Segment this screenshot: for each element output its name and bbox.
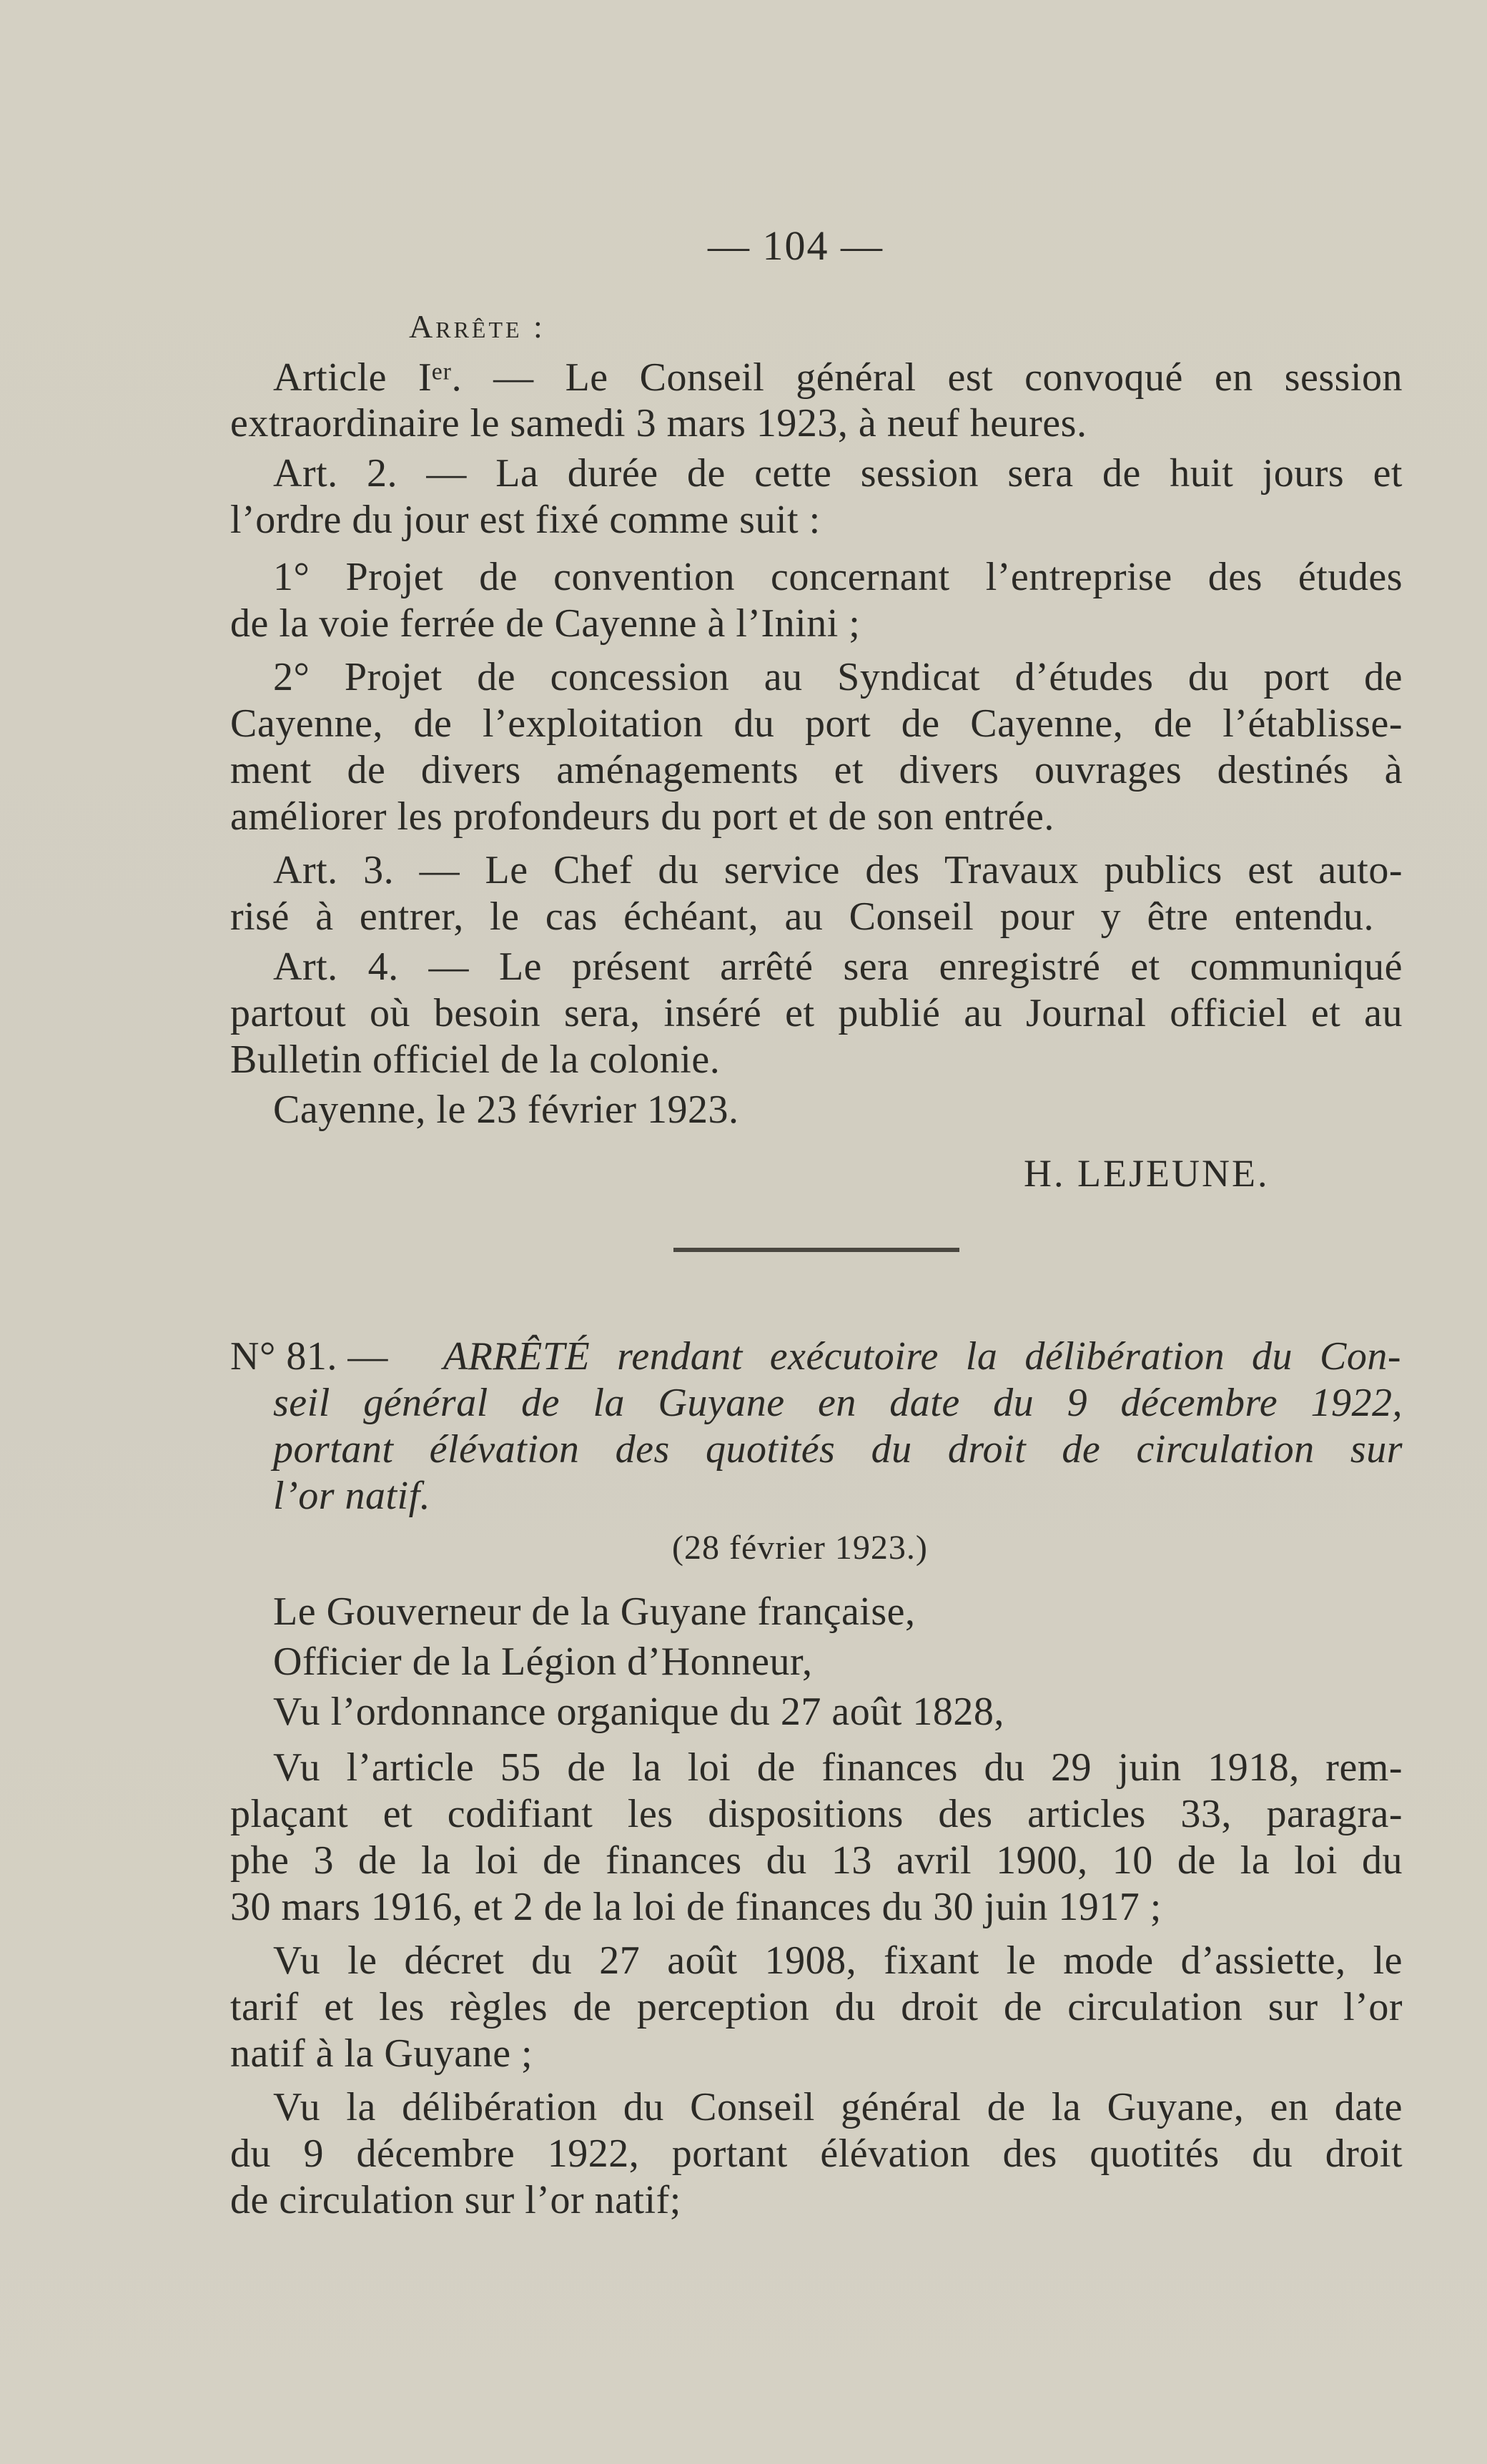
- preamble-officer: Officier de la Légion d’Honneur,: [273, 1640, 813, 1684]
- section-divider: [673, 1248, 959, 1252]
- signature: H. LEJEUNE.: [1024, 1152, 1270, 1195]
- article-3-line-2: risé à entrer, le cas échéant, au Conseil pour y être entendu.: [230, 895, 1374, 939]
- article-3-line-1: Art. 3. — Le Chef du service des Travaux publics est auto-: [273, 848, 1403, 892]
- preamble-vu-4-line-1: Vu la délibération du Conseil général de la Guyane, en date: [273, 2085, 1403, 2129]
- item-1-line-2: de la voie ferrée de Cayenne à l’Inini ;: [230, 601, 861, 646]
- item-1-line-1: 1° Projet de convention concernant l’entreprise des études: [273, 555, 1403, 599]
- item-2-line-4: améliorer les profondeurs du port et de son entrée.: [230, 794, 1054, 839]
- arrete-heading: Arrête :: [409, 308, 545, 345]
- arrete-title-line-3: portant élévation des quotités du droit de circulation sur: [273, 1427, 1403, 1472]
- preamble-governor: Le Gouverneur de la Guyane française,: [273, 1590, 916, 1634]
- preamble-vu-2-line-2: plaçant et codifiant les dispositions des articles 33, paragra-: [230, 1792, 1403, 1836]
- article-1-line-2: extraordinaire le samedi 3 mars 1923, à neuf heures.: [230, 401, 1087, 445]
- item-2-line-1: 2° Projet de concession au Syndicat d’études du port de: [273, 655, 1403, 699]
- preamble-vu-2-line-4: 30 mars 1916, et 2 de la loi de finances du 30 juin 1917 ;: [230, 1885, 1162, 1929]
- arrete-date: (28 février 1923.): [672, 1529, 928, 1567]
- article-4-line-2: partout où besoin sera, inséré et publié au Journal officiel et au: [230, 991, 1403, 1035]
- article-1-line-1: Article Iᵉʳ. — Le Conseil général est convoqué en session: [273, 355, 1403, 400]
- article-4-line-1: Art. 4. — Le présent arrêté sera enregistré et communiqué: [273, 945, 1403, 989]
- preamble-vu-4-line-2: du 9 décembre 1922, portant élévation des quotités du droit: [230, 2132, 1403, 2176]
- preamble-vu-2-line-3: phe 3 de la loi de finances du 13 avril 1900, 10 de la loi du: [230, 1838, 1403, 1883]
- preamble-vu-3-line-1: Vu le décret du 27 août 1908, fixant le mode d’assiette, le: [273, 1938, 1403, 1983]
- preamble-vu-1: Vu l’ordonnance organique du 27 août 1828,: [273, 1690, 1004, 1734]
- item-2-line-3: ment de divers aménagements et divers ouvrages destinés à: [230, 748, 1403, 792]
- preamble-vu-2-line-1: Vu l’article 55 de la loi de finances du 29 juin 1918, rem-: [273, 1745, 1403, 1790]
- arrete-number: N° 81. —: [230, 1334, 388, 1379]
- arrete-title-line-1: ARRÊTÉ rendant exécutoire la délibération du Con-: [443, 1334, 1401, 1379]
- preamble-vu-3-line-3: natif à la Guyane ;: [230, 2031, 533, 2076]
- item-2-line-2: Cayenne, de l’exploitation du port de Cayenne, de l’établisse-: [230, 701, 1403, 746]
- preamble-vu-4-line-3: de circulation sur l’or natif;: [230, 2178, 681, 2222]
- preamble-vu-3-line-2: tarif et les règles de perception du droit de circulation sur l’or: [230, 1985, 1403, 2029]
- article-2-line-2: l’ordre du jour est fixé comme suit :: [230, 498, 821, 542]
- article-2-line-1: Art. 2. — La durée de cette session sera de huit jours et: [273, 451, 1403, 496]
- page-number: — 104 —: [708, 222, 884, 269]
- article-4-line-3: Bulletin officiel de la colonie.: [230, 1038, 721, 1082]
- arrete-title-line-2: seil général de la Guyane en date du 9 décembre 1922,: [273, 1381, 1403, 1425]
- arrete-title-line-4: l’or natif.: [273, 1474, 431, 1518]
- signing-place-date: Cayenne, le 23 février 1923.: [273, 1088, 739, 1132]
